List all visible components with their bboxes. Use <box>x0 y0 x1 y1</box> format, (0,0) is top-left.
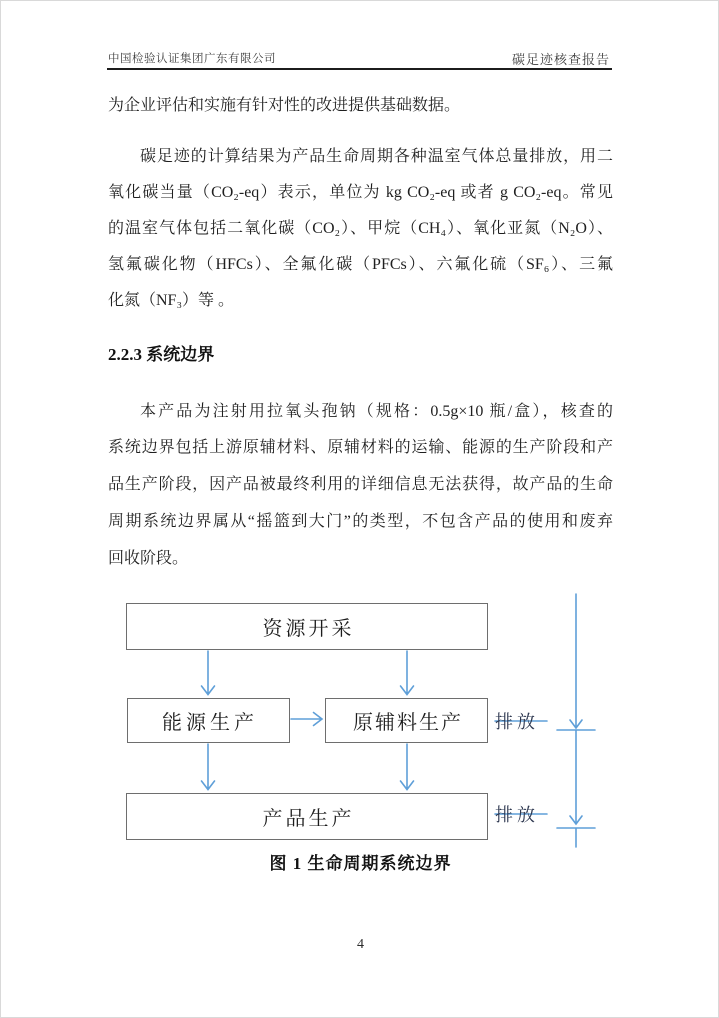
diagram-box-energy-production: 能源生产 <box>127 698 290 743</box>
diagram-box-resource-extraction: 资源开采 <box>126 603 488 650</box>
diagram-box-product-production: 产品生产 <box>126 793 488 840</box>
diagram-box-material-production: 原辅料生产 <box>325 698 488 743</box>
emission-label-2: 排放 <box>495 805 539 825</box>
body-line: 为企业评估和实施有针对性的改进提供基础数据。 <box>108 97 461 114</box>
body-line: 本产品为注射用拉氧头孢钠（规格：0.5g×10 瓶/盒），核查的 <box>140 403 613 420</box>
body-line: 周期系统边界属从“摇篮到大门”的类型，不包含产品的使用和废弃 <box>108 513 613 530</box>
section-heading: 2.2.3 系统边界 <box>108 345 215 364</box>
body-line: 品生产阶段，因产品被最终利用的详细信息无法获得，故产品的生命 <box>108 476 613 493</box>
arrow-resource-to-material <box>401 651 414 695</box>
body-line: 化氮（NF₃）等 。 <box>108 292 235 309</box>
emission-label-1: 排放 <box>495 712 539 732</box>
emission-vertical-arrow <box>557 594 595 847</box>
arrow-material-to-product <box>401 744 414 790</box>
body-line: 的温室气体包括二氧化碳（CO₂）、甲烷（CH₄）、氧化亚氮（N₂O）、 <box>108 220 613 237</box>
figure-caption: 图 1 生命周期系统边界 <box>269 854 452 873</box>
arrow-energy-to-product <box>202 744 215 790</box>
header-company-name: 中国检验认证集团广东有限公司 <box>108 53 276 65</box>
body-line: 回收阶段。 <box>108 550 189 567</box>
arrow-resource-to-energy <box>202 651 215 695</box>
body-line: 碳足迹的计算结果为产品生命周期各种温室气体总量排放，用二 <box>140 148 613 165</box>
page-number: 4 <box>357 937 364 952</box>
body-line: 系统边界包括上游原辅材料、原辅材料的运输、能源的生产阶段和产 <box>108 439 613 456</box>
header-report-title: 碳足迹核查报告 <box>511 52 610 67</box>
body-line: 氢氟碳化物（HFCs）、全氟化碳（PFCs）、六氟化硫（SF₆）、三氟 <box>108 256 613 273</box>
body-line: 氧化碳当量（CO₂-eq）表示，单位为 kg CO₂-eq 或者 g CO₂-eq。常见 <box>108 184 613 201</box>
arrow-energy-to-material <box>291 713 322 726</box>
